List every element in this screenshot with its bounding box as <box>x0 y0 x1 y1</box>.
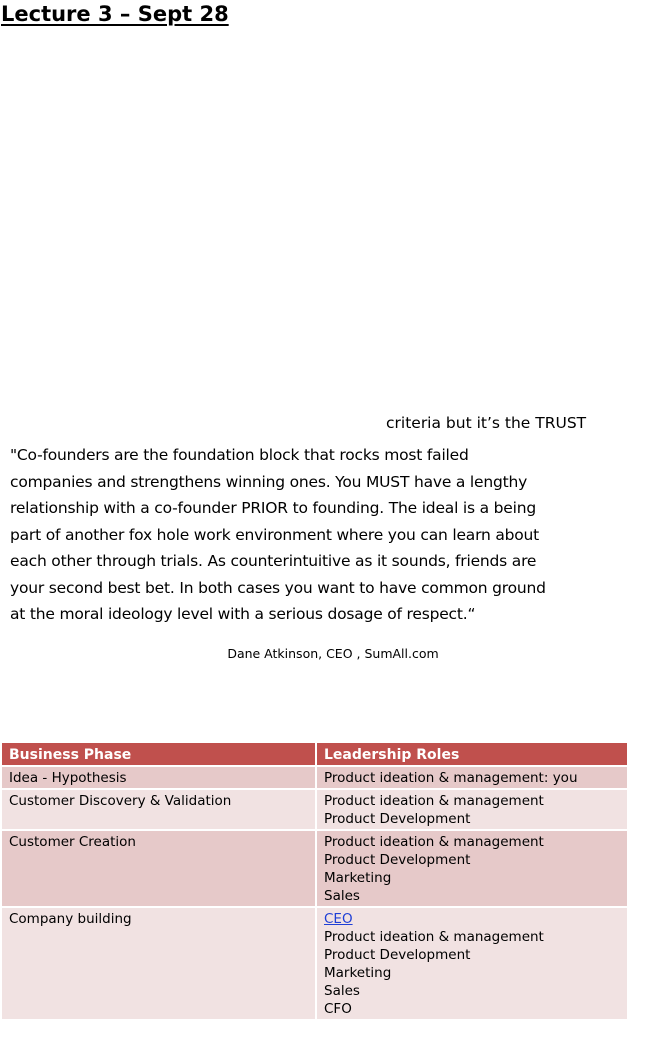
role-item: Product Development <box>324 852 471 868</box>
role-item: Sales <box>324 888 360 904</box>
quote-line: "Co-founders are the foundation block that rocks most failed <box>10 446 469 464</box>
roles-cell <box>316 830 627 907</box>
role-item: Sales <box>324 983 360 999</box>
table-row <box>2 789 627 830</box>
table-row <box>2 907 627 1020</box>
role-item: Product ideation & management <box>324 793 544 809</box>
roles-cell <box>316 766 627 789</box>
ceo-link[interactable]: CEO <box>324 911 353 927</box>
roles-cell <box>316 907 627 1020</box>
cofounder-quote <box>10 442 662 628</box>
phase-cell: Customer Discovery & Validation <box>2 789 316 830</box>
phase-cell: Idea - Hypothesis <box>2 766 316 789</box>
table-header-row <box>2 743 627 766</box>
text-fragment: criteria but it’s the TRUST <box>386 414 587 432</box>
role-item: Product ideation & management <box>324 834 544 850</box>
role-item: Marketing <box>324 870 392 886</box>
business-phase-table <box>2 743 627 1021</box>
roles-cell <box>316 789 627 830</box>
role-item: CFO <box>324 1001 352 1017</box>
table-row <box>2 830 627 907</box>
quote-line: companies and strengthens winning ones. You MUST have a lengthy <box>10 472 528 491</box>
quote-line: at the moral ideology level with a serious dosage of respect.“ <box>10 605 476 623</box>
quote-line: each other through trials. As counterintuitive as it sounds, friends are <box>10 552 537 570</box>
role-item: Marketing <box>324 965 392 981</box>
role-item: Product ideation & management <box>324 929 544 945</box>
table-row <box>2 766 627 789</box>
role-item: Product ideation & management: you <box>324 770 578 786</box>
role-item: Product Development <box>324 947 471 963</box>
header-business-phase: Business Phase <box>2 743 316 766</box>
lecture-title: Lecture 3 – Sept 28 <box>1 2 229 26</box>
phase-cell: Customer Creation <box>2 830 316 907</box>
quote-line: part of another fox hole work environment where you can learn about <box>10 525 540 544</box>
quote-line: relationship with a co-founder PRIOR to founding. The ideal is a being <box>10 499 536 517</box>
phase-cell: Company building <box>2 907 316 1020</box>
quote-line: your second best bet. In both cases you want to have common ground <box>10 578 546 597</box>
header-leadership-roles: Leadership Roles <box>316 743 627 766</box>
quote-attribution: Dane Atkinson, CEO , SumAll.com <box>227 646 439 661</box>
role-item: Product Development <box>324 811 471 827</box>
